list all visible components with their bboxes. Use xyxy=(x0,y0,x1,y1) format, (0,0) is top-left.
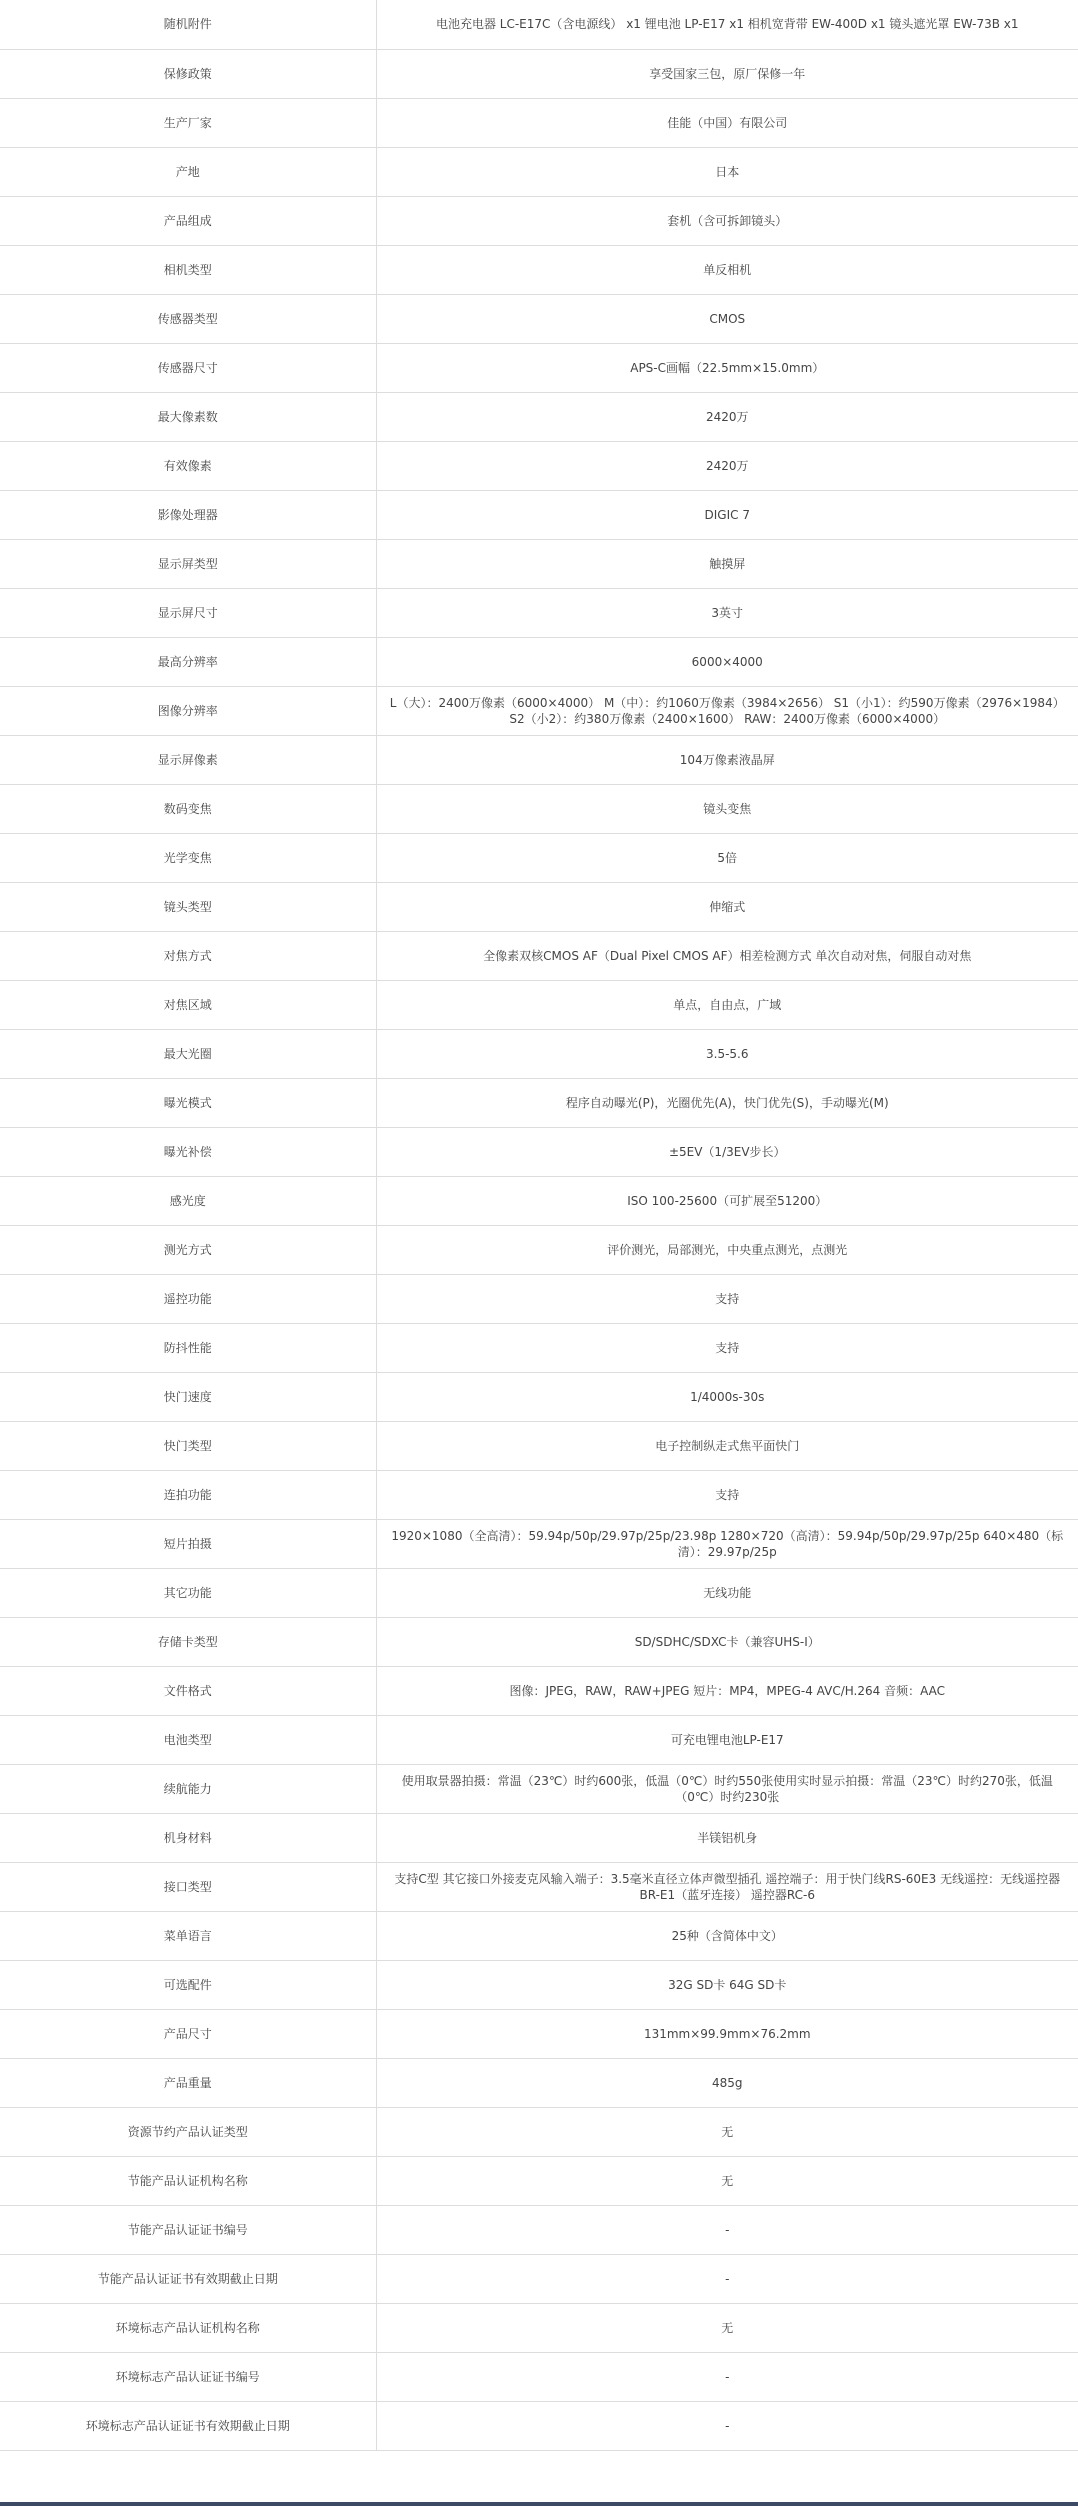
spec-row xyxy=(0,2058,1078,2107)
spec-value: 半镁铝机身 xyxy=(376,1813,1078,1862)
spec-key: 电池类型 xyxy=(0,1715,376,1764)
spec-value: ISO 100-25600（可扩展至51200） xyxy=(376,1176,1078,1225)
spec-row xyxy=(0,931,1078,980)
spec-value: 支持 xyxy=(376,1470,1078,1519)
spec-row xyxy=(0,1078,1078,1127)
spec-value: 2420万 xyxy=(376,392,1078,441)
spec-key: 快门类型 xyxy=(0,1421,376,1470)
spec-value: 单点，自由点，广域 xyxy=(376,980,1078,1029)
spec-key: 环境标志产品认证证书编号 xyxy=(0,2352,376,2401)
spec-key: 产地 xyxy=(0,147,376,196)
spec-value: 无 xyxy=(376,2107,1078,2156)
spec-key: 续航能力 xyxy=(0,1764,376,1813)
spec-value: 电子控制纵走式焦平面快门 xyxy=(376,1421,1078,1470)
spec-key: 影像处理器 xyxy=(0,490,376,539)
spec-value: 2420万 xyxy=(376,441,1078,490)
spec-value: 单反相机 xyxy=(376,245,1078,294)
spec-key: 对焦方式 xyxy=(0,931,376,980)
spec-row xyxy=(0,1470,1078,1519)
spec-key: 最高分辨率 xyxy=(0,637,376,686)
spec-key: 节能产品认证机构名称 xyxy=(0,2156,376,2205)
spec-value: 享受国家三包，原厂保修一年 xyxy=(376,49,1078,98)
spec-key: 传感器尺寸 xyxy=(0,343,376,392)
spec-row xyxy=(0,1960,1078,2009)
spec-value: APS-C画幅（22.5mm×15.0mm） xyxy=(376,343,1078,392)
spec-row xyxy=(0,245,1078,294)
spec-value: 131mm×99.9mm×76.2mm xyxy=(376,2009,1078,2058)
spec-key: 防抖性能 xyxy=(0,1323,376,1372)
spec-row xyxy=(0,490,1078,539)
spec-key: 存储卡类型 xyxy=(0,1617,376,1666)
spec-value: 日本 xyxy=(376,147,1078,196)
bottom-bar xyxy=(0,2502,1078,2506)
spec-value: 套机（含可拆卸镜头） xyxy=(376,196,1078,245)
spec-key: 保修政策 xyxy=(0,49,376,98)
spec-value: 伸缩式 xyxy=(376,882,1078,931)
spec-value: 104万像素液晶屏 xyxy=(376,735,1078,784)
spec-value: 全像素双核CMOS AF（Dual Pixel CMOS AF）相差检测方式 单次自动对焦，伺服自动对焦 xyxy=(376,931,1078,980)
spec-key: 显示屏像素 xyxy=(0,735,376,784)
spec-key: 显示屏类型 xyxy=(0,539,376,588)
spec-value: ±5EV（1/3EV步长） xyxy=(376,1127,1078,1176)
spec-row xyxy=(0,2009,1078,2058)
spec-row xyxy=(0,2156,1078,2205)
spec-row xyxy=(0,196,1078,245)
spec-key: 节能产品认证证书有效期截止日期 xyxy=(0,2254,376,2303)
spec-key: 接口类型 xyxy=(0,1862,376,1911)
spec-key: 遥控功能 xyxy=(0,1274,376,1323)
spec-key: 传感器类型 xyxy=(0,294,376,343)
spec-row xyxy=(0,588,1078,637)
spec-row xyxy=(0,49,1078,98)
spec-row xyxy=(0,1813,1078,1862)
spec-value: 32G SD卡 64G SD卡 xyxy=(376,1960,1078,2009)
spec-row xyxy=(0,2205,1078,2254)
spec-key: 可选配件 xyxy=(0,1960,376,2009)
spec-value: 6000×4000 xyxy=(376,637,1078,686)
spec-key: 有效像素 xyxy=(0,441,376,490)
spec-value: 支持 xyxy=(376,1274,1078,1323)
spec-row xyxy=(0,1421,1078,1470)
spec-row xyxy=(0,2254,1078,2303)
spec-key: 随机附件 xyxy=(0,0,376,49)
spec-row xyxy=(0,2352,1078,2401)
spec-value: - xyxy=(376,2254,1078,2303)
spec-value: 5倍 xyxy=(376,833,1078,882)
spec-key: 最大光圈 xyxy=(0,1029,376,1078)
spec-value: 1920×1080（全高清）：59.94p/50p/29.97p/25p/23.98p 1280×720（高清）：59.94p/50p/29.97p/25p 640×480（标清）：29.97p/25p xyxy=(376,1519,1078,1568)
spec-row xyxy=(0,735,1078,784)
spec-key: 最大像素数 xyxy=(0,392,376,441)
spec-value: 支持C型 其它接口外接麦克风输入端子：3.5毫米直径立体声微型插孔 遥控端子：用于快门线RS-60E3 无线遥控：无线遥控器BR-E1（蓝牙连接） 遥控器RC-6 xyxy=(376,1862,1078,1911)
spec-value: 1/4000s-30s xyxy=(376,1372,1078,1421)
spec-key: 光学变焦 xyxy=(0,833,376,882)
spec-key: 环境标志产品认证证书有效期截止日期 xyxy=(0,2401,376,2450)
spec-row xyxy=(0,2303,1078,2352)
spec-row xyxy=(0,1862,1078,1911)
spec-key: 曝光补偿 xyxy=(0,1127,376,1176)
spec-value: 485g xyxy=(376,2058,1078,2107)
spec-key: 图像分辨率 xyxy=(0,686,376,735)
spec-value: CMOS xyxy=(376,294,1078,343)
spec-value: 图像：JPEG，RAW，RAW+JPEG 短片：MP4，MPEG-4 AVC/H.264 音频：AAC xyxy=(376,1666,1078,1715)
spec-key: 镜头类型 xyxy=(0,882,376,931)
spec-value: 程序自动曝光(P)，光圈优先(A)，快门优先(S)，手动曝光(M) xyxy=(376,1078,1078,1127)
spec-value: DIGIC 7 xyxy=(376,490,1078,539)
spec-value: 3英寸 xyxy=(376,588,1078,637)
spec-row xyxy=(0,441,1078,490)
spec-key: 环境标志产品认证机构名称 xyxy=(0,2303,376,2352)
spec-value: L（大）：2400万像素（6000×4000） M（中）：约1060万像素（3984×2656） S1（小1）：约590万像素（2976×1984） S2（小2）：约380万像素（2400×1600） RAW：2400万像素（6000×4000） xyxy=(376,686,1078,735)
spec-key: 产品尺寸 xyxy=(0,2009,376,2058)
spec-row xyxy=(0,1911,1078,1960)
spec-value: 评价测光，局部测光，中央重点测光，点测光 xyxy=(376,1225,1078,1274)
spec-key: 机身材料 xyxy=(0,1813,376,1862)
spec-row xyxy=(0,1225,1078,1274)
spec-value: 无 xyxy=(376,2303,1078,2352)
spec-key: 对焦区域 xyxy=(0,980,376,1029)
spec-row xyxy=(0,0,1078,49)
spec-row xyxy=(0,1764,1078,1813)
spec-key: 节能产品认证证书编号 xyxy=(0,2205,376,2254)
spec-value: 无线功能 xyxy=(376,1568,1078,1617)
spec-row xyxy=(0,1323,1078,1372)
spec-row xyxy=(0,1617,1078,1666)
spec-row xyxy=(0,294,1078,343)
spec-key: 资源节约产品认证类型 xyxy=(0,2107,376,2156)
spec-value: 无 xyxy=(376,2156,1078,2205)
spec-key: 生产厂家 xyxy=(0,98,376,147)
spec-value: 电池充电器 LC-E17C（含电源线） x1 锂电池 LP-E17 x1 相机宽背带 EW-400D x1 镜头遮光罩 EW-73B x1 xyxy=(376,0,1078,49)
spec-key: 相机类型 xyxy=(0,245,376,294)
spec-row xyxy=(0,343,1078,392)
spec-key: 菜单语言 xyxy=(0,1911,376,1960)
spec-value: 可充电锂电池LP-E17 xyxy=(376,1715,1078,1764)
spec-row xyxy=(0,637,1078,686)
spec-row xyxy=(0,686,1078,735)
spec-key: 快门速度 xyxy=(0,1372,376,1421)
spec-value: 佳能（中国）有限公司 xyxy=(376,98,1078,147)
spec-key: 数码变焦 xyxy=(0,784,376,833)
spec-row xyxy=(0,2107,1078,2156)
spec-value: 支持 xyxy=(376,1323,1078,1372)
spec-row xyxy=(0,1372,1078,1421)
spec-row xyxy=(0,882,1078,931)
spec-row xyxy=(0,2401,1078,2450)
spec-row xyxy=(0,392,1078,441)
spec-key: 文件格式 xyxy=(0,1666,376,1715)
spec-row xyxy=(0,1519,1078,1568)
spec-row xyxy=(0,1127,1078,1176)
spec-value: 3.5-5.6 xyxy=(376,1029,1078,1078)
spec-row xyxy=(0,1568,1078,1617)
spec-row xyxy=(0,539,1078,588)
spec-value: 使用取景器拍摄：常温（23℃）时约600张，低温（0℃）时约550张使用实时显示拍摄：常温（23℃）时约270张，低温（0℃）时约230张 xyxy=(376,1764,1078,1813)
spec-value: - xyxy=(376,2401,1078,2450)
spec-row xyxy=(0,147,1078,196)
spec-key: 产品组成 xyxy=(0,196,376,245)
spec-key: 连拍功能 xyxy=(0,1470,376,1519)
spec-row xyxy=(0,784,1078,833)
spec-key: 显示屏尺寸 xyxy=(0,588,376,637)
spec-value: - xyxy=(376,2205,1078,2254)
spec-key: 曝光模式 xyxy=(0,1078,376,1127)
spec-value: 镜头变焦 xyxy=(376,784,1078,833)
spec-row xyxy=(0,833,1078,882)
spec-row xyxy=(0,1666,1078,1715)
spec-key: 短片拍摄 xyxy=(0,1519,376,1568)
spec-row xyxy=(0,98,1078,147)
spec-key: 测光方式 xyxy=(0,1225,376,1274)
spec-value: - xyxy=(376,2352,1078,2401)
spec-row xyxy=(0,1029,1078,1078)
spec-value: 25种（含简体中文） xyxy=(376,1911,1078,1960)
spec-key: 产品重量 xyxy=(0,2058,376,2107)
spec-key: 其它功能 xyxy=(0,1568,376,1617)
spec-row xyxy=(0,1274,1078,1323)
spec-row xyxy=(0,1715,1078,1764)
spec-row xyxy=(0,1176,1078,1225)
spec-value: SD/SDHC/SDXC卡（兼容UHS-I） xyxy=(376,1617,1078,1666)
spec-key: 感光度 xyxy=(0,1176,376,1225)
spec-row xyxy=(0,980,1078,1029)
spec-value: 触摸屏 xyxy=(376,539,1078,588)
